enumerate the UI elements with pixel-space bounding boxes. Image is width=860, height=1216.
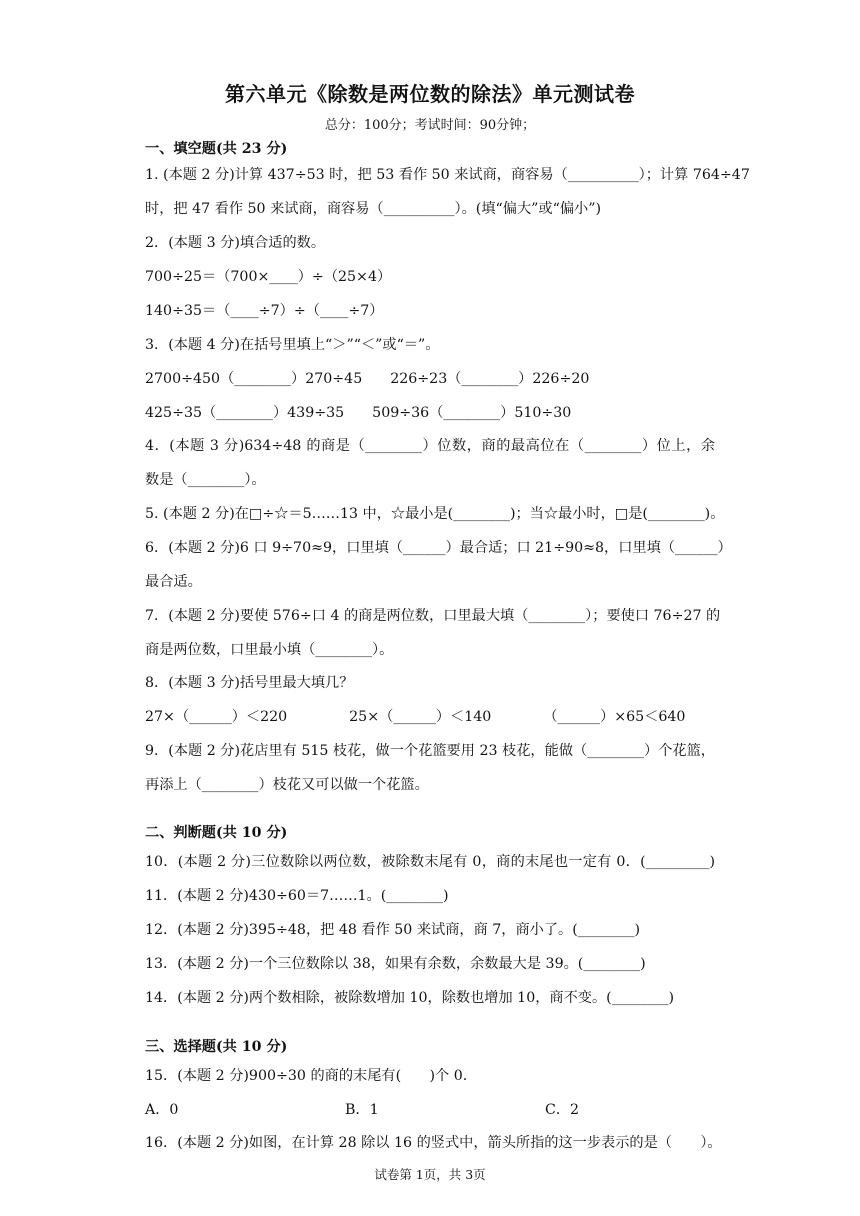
- question-3-item-1: 2700÷450（________）270÷45: [145, 371, 363, 387]
- question-10: 10．(本题 2 分)三位数除以两位数，被除数末尾有 0，商的末尾也一定有 0．(_________): [145, 854, 715, 870]
- page-title: 第六单元《除数是两位数的除法》单元测试卷: [225, 82, 635, 106]
- question-3-item-3: 425÷35（________）439÷35: [145, 405, 345, 421]
- option-c: C．2: [545, 1102, 580, 1118]
- question-11: 11．(本题 2 分)430÷60＝7……1。(________): [145, 888, 449, 904]
- page-footer: 试卷第 1页，共 3页: [374, 1167, 486, 1182]
- question-5: 5. (本题 2 分)在□÷☆＝5……13 中，☆最小是(________)；当☆最小时，□是(________)。: [145, 506, 725, 522]
- question-8-row: [145, 706, 715, 726]
- question-16: 16．(本题 2 分)如图，在计算 28 除以 16 的竖式中，箭头所指的这一步表示的是（ ）。: [145, 1135, 722, 1151]
- question-2-item-a: 700÷25＝（700×____）÷（25×4）: [145, 269, 392, 285]
- question-12: 12．(本题 2 分)395÷48，把 48 看作 50 来试商，商 7，商小了。(________): [145, 922, 641, 938]
- page-subtitle: 总分：100分；考试时间：90分钟；: [324, 118, 536, 133]
- question-2: 2．(本题 3 分)填合适的数。: [145, 235, 326, 251]
- question-7-line-1: 7．(本题 2 分)要使 576÷口 4 的商是两位数，口里最大填（________）；要使口 76÷27 的: [145, 608, 721, 624]
- question-1-line-1: 1. (本题 2 分)计算 437÷53 时，把 53 看作 50 来试商，商容易（__________）；计算 764÷47: [145, 167, 750, 183]
- question-4-line-2: 数是（________）。: [145, 472, 266, 488]
- question-2-item-b: 140÷35＝（____÷7）÷（____÷7）: [145, 303, 384, 319]
- question-9-line-2: 再添上（________）枝花又可以做一个花篮。: [145, 777, 429, 793]
- question-4-line-1: 4．(本题 3 分)634÷48 的商是（________）位数，商的最高位在（________）位上，余: [145, 438, 715, 454]
- question-8-item-2: 25×（______）＜140: [349, 709, 492, 725]
- option-a: A．0: [145, 1102, 179, 1118]
- question-8: 8．(本题 3 分)括号里最大填几？: [145, 675, 354, 691]
- section-heading-true-false: 二、判断题(共 10 分): [145, 825, 288, 841]
- question-9-line-1: 9．(本题 2 分)花店里有 515 枝花，做一个花篮要用 23 枝花，能做（________）个花篮，: [145, 743, 715, 759]
- question-8-item-3: （______）×65＜640: [543, 709, 686, 725]
- section-heading-multiple-choice: 三、选择题(共 10 分): [145, 1039, 288, 1055]
- question-6-line-1: 6．(本题 2 分)6 口 9÷70≈9，口里填（______）最合适；口 21÷90≈8，口里填（______）: [145, 540, 732, 556]
- question-3: 3．(本题 4 分)在括号里填上“＞”“＜”或“＝”。: [145, 337, 440, 353]
- question-8-item-1: 27×（______）＜220: [145, 709, 288, 725]
- question-1-line-2: 时，把 47 看作 50 来试商，商容易（__________）。(填“偏大”或“偏小”): [145, 201, 602, 217]
- question-14: 14．(本题 2 分)两个数相除，被除数增加 10，除数也增加 10，商不变。(________): [145, 990, 674, 1006]
- question-6-line-2: 最合适。: [145, 574, 202, 590]
- option-b: B．1: [345, 1102, 379, 1118]
- section-heading-fill-in: 一、填空题(共 23 分): [145, 141, 288, 157]
- question-13: 13．(本题 2 分)一个三位数除以 38，如果有余数，余数最大是 39。(________): [145, 956, 646, 972]
- question-3-item-2: 226÷23（________）226÷20: [390, 371, 590, 387]
- question-3-row-1: [145, 368, 715, 388]
- question-3-item-4: 509÷36（________）510÷30: [372, 405, 572, 421]
- question-3-row-2: [145, 402, 715, 422]
- question-15: 15．(本题 2 分)900÷30 的商的末尾有( )个 0.: [145, 1068, 468, 1084]
- question-7-line-2: 商是两位数，口里最小填（________）。: [145, 642, 394, 658]
